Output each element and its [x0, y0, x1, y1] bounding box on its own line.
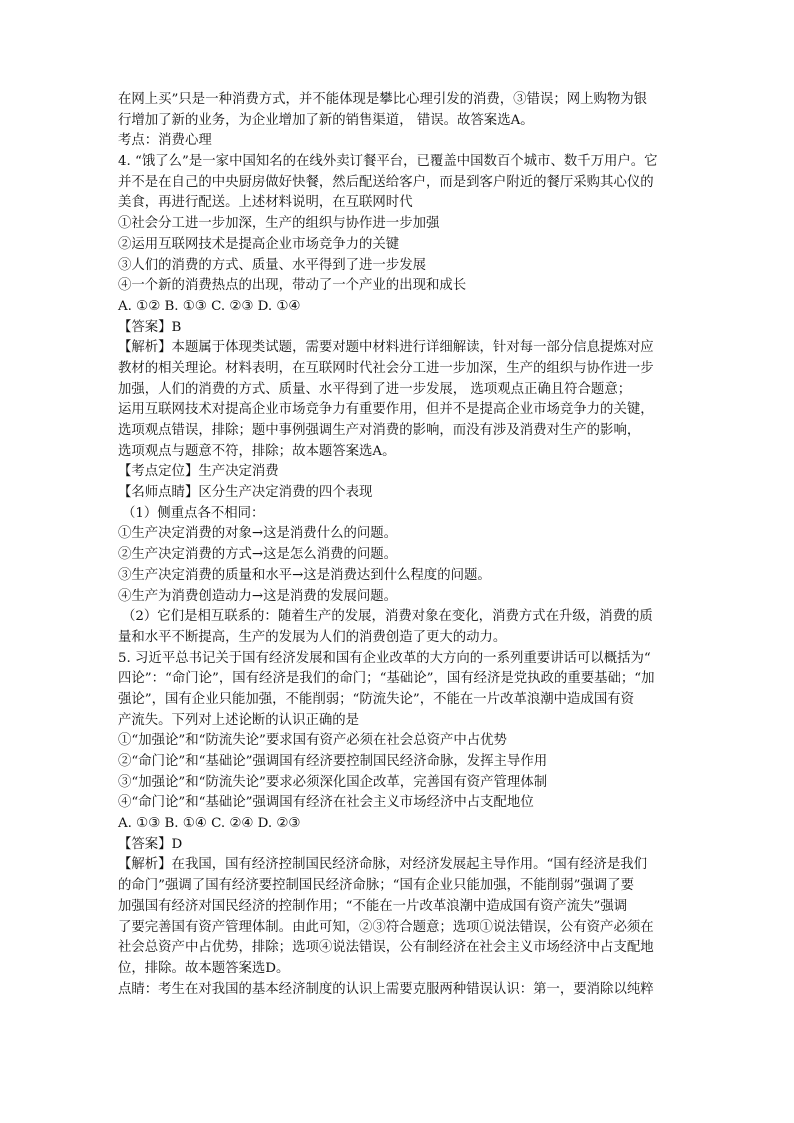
text-line: 四论”：“命门论”，国有经济是我们的命门；“基础论”，国有经济是党执政的重要基础；“加	[118, 671, 655, 687]
analysis-text: 教材的相关理论。材料表明，在互联网时代社会分工进一步加深，生产的组织与协作进一步	[118, 360, 654, 376]
text-line: 在网上买”只是一种消费方式，并不能体现是攀比心理引发的消费，③错误；网上购物为银	[118, 92, 648, 107]
answer-options: A. ①③ B. ①④ C. ②④ D. ②③	[118, 816, 301, 832]
text-line: 产流失。下列对上述论断的认识正确的是	[118, 712, 360, 728]
question-5-stem: 5. 习近平总书记关于国有经济发展和国有企业改革的大方向的一系列重要讲话可以概括为“	[118, 650, 651, 666]
text-line: 行增加了新的业务，为企业增加了新的销售渠道， 错误。故答案选A。	[118, 112, 534, 128]
question-4-stem: 4. “饿了么”是一家中国知名的在线外卖订餐平台，已覆盖中国数百个城市、数千万用户。它	[118, 154, 658, 170]
statement-2: ②运用互联网技术是提高企业市场竞争力的关键	[118, 236, 400, 252]
answer-options: A. ①② B. ①③ C. ②③ D. ①④	[118, 298, 301, 314]
text-line: 量和水平不断提高，生产的发展为人们的消费创造了更大的动力。	[118, 629, 507, 645]
statement-4: ④“命门论”和“基础论”强调国有经济在社会主义市场经济中占支配地位	[118, 795, 534, 811]
text-line: （2）它们是相互联系的：随着生产的发展，消费对象在变化，消费方式在升级，消费的质	[122, 609, 653, 625]
text-line: 强论”，国有企业只能加强，不能削弱；“防流失论”，不能在一片改革浪潮中造成国有资	[118, 691, 634, 707]
analysis-text: 位，排除。故本题答案选D。	[118, 960, 290, 976]
teacher-comment: 【名师点睛】区分生产决定消费的四个表现	[118, 485, 373, 501]
analysis-text: 的命门”强调了国有经济要控制国民经济命脉；“国有企业只能加强，不能削弱”强调了要	[118, 878, 634, 894]
analysis-text: 【解析】在我国，国有经济控制国民经济命脉，对经济发展起主导作用。“国有经济是我们	[118, 857, 648, 873]
answer-label: 【答案】B	[118, 319, 182, 335]
answer-label: 【答案】D	[118, 836, 183, 852]
analysis-text: 选项观点与题意不符，排除；故本题答案选A。	[118, 443, 396, 459]
text-line: （1）侧重点各不相同：	[122, 505, 265, 521]
analysis-text: 【解析】本题属于体现类试题，需要对题中材料进行详细解读，针对每一部分信息提炼对应	[118, 340, 654, 356]
list-item: ③生产决定消费的质量和水平→这是消费达到什么程度的问题。	[118, 567, 491, 583]
analysis-text: 加强，人们的消费的方式、质量、水平得到了进一步发展， 选项观点正确且符合题意；	[118, 381, 632, 397]
knowledge-point: 【考点定位】生产决定消费	[118, 464, 279, 480]
statement-3: ③“加强论”和“防流失论”要求必须深化国企改革，完善国有资产管理体制	[118, 774, 548, 790]
statement-1: ①社会分工进一步加深，生产的组织与协作进一步加强	[118, 216, 440, 232]
document-page	[118, 90, 678, 1000]
statement-2: ②“命门论”和“基础论”强调国有经济要控制国民经济命脉，发挥主导作用	[118, 754, 548, 769]
analysis-text: 了要完善国有资产管理体制。由此可知，②③符合题意；选项①说法错误，公有资产必须在	[118, 919, 654, 935]
tip-text: 点睛：考生在对我国的基本经济制度的认识上需要克服两种错误认识：第一，要消除以纯粹	[118, 981, 654, 997]
list-item: ②生产决定消费的方式→这是怎么消费的问题。	[118, 547, 398, 563]
analysis-text: 运用互联网技术对提高企业市场竞争力有重要作用，但并不是提高企业市场竞争力的关键，	[118, 402, 654, 418]
list-item: ①生产决定消费的对象→这是消费什么的问题。	[118, 526, 398, 542]
list-item: ④生产为消费创造动力→这是消费的发展问题。	[118, 588, 398, 604]
text-line: 并不是在自己的中央厨房做好快餐，然后配送给客户，而是到客户附近的餐厅采购其心仪的	[118, 174, 654, 190]
analysis-text: 选项观点错误，排除；题中事例强调生产对消费的影响，而没有涉及消费对生产的影响，	[118, 423, 641, 438]
statement-3: ③人们的消费的方式、质量、水平得到了进一步发展	[118, 257, 426, 273]
text-line: 考点：消费心理	[118, 133, 212, 149]
analysis-text: 社会总资产中占优势，排除；选项④说法错误，公有制经济在社会主义市场经济中占支配地	[118, 940, 654, 956]
statement-4: ④一个新的消费热点的出现，带动了一个产业的出现和成长	[118, 278, 467, 294]
text-line: 美食，再进行配送。上述材料说明，在互联网时代	[118, 195, 413, 211]
statement-1: ①“加强论”和“防流失论”要求国有资产必须在社会总资产中占优势	[118, 733, 507, 749]
analysis-text: 加强国有经济对国民经济的控制作用；“不能在一片改革浪潮中造成国有资产流失”强调	[118, 898, 628, 914]
